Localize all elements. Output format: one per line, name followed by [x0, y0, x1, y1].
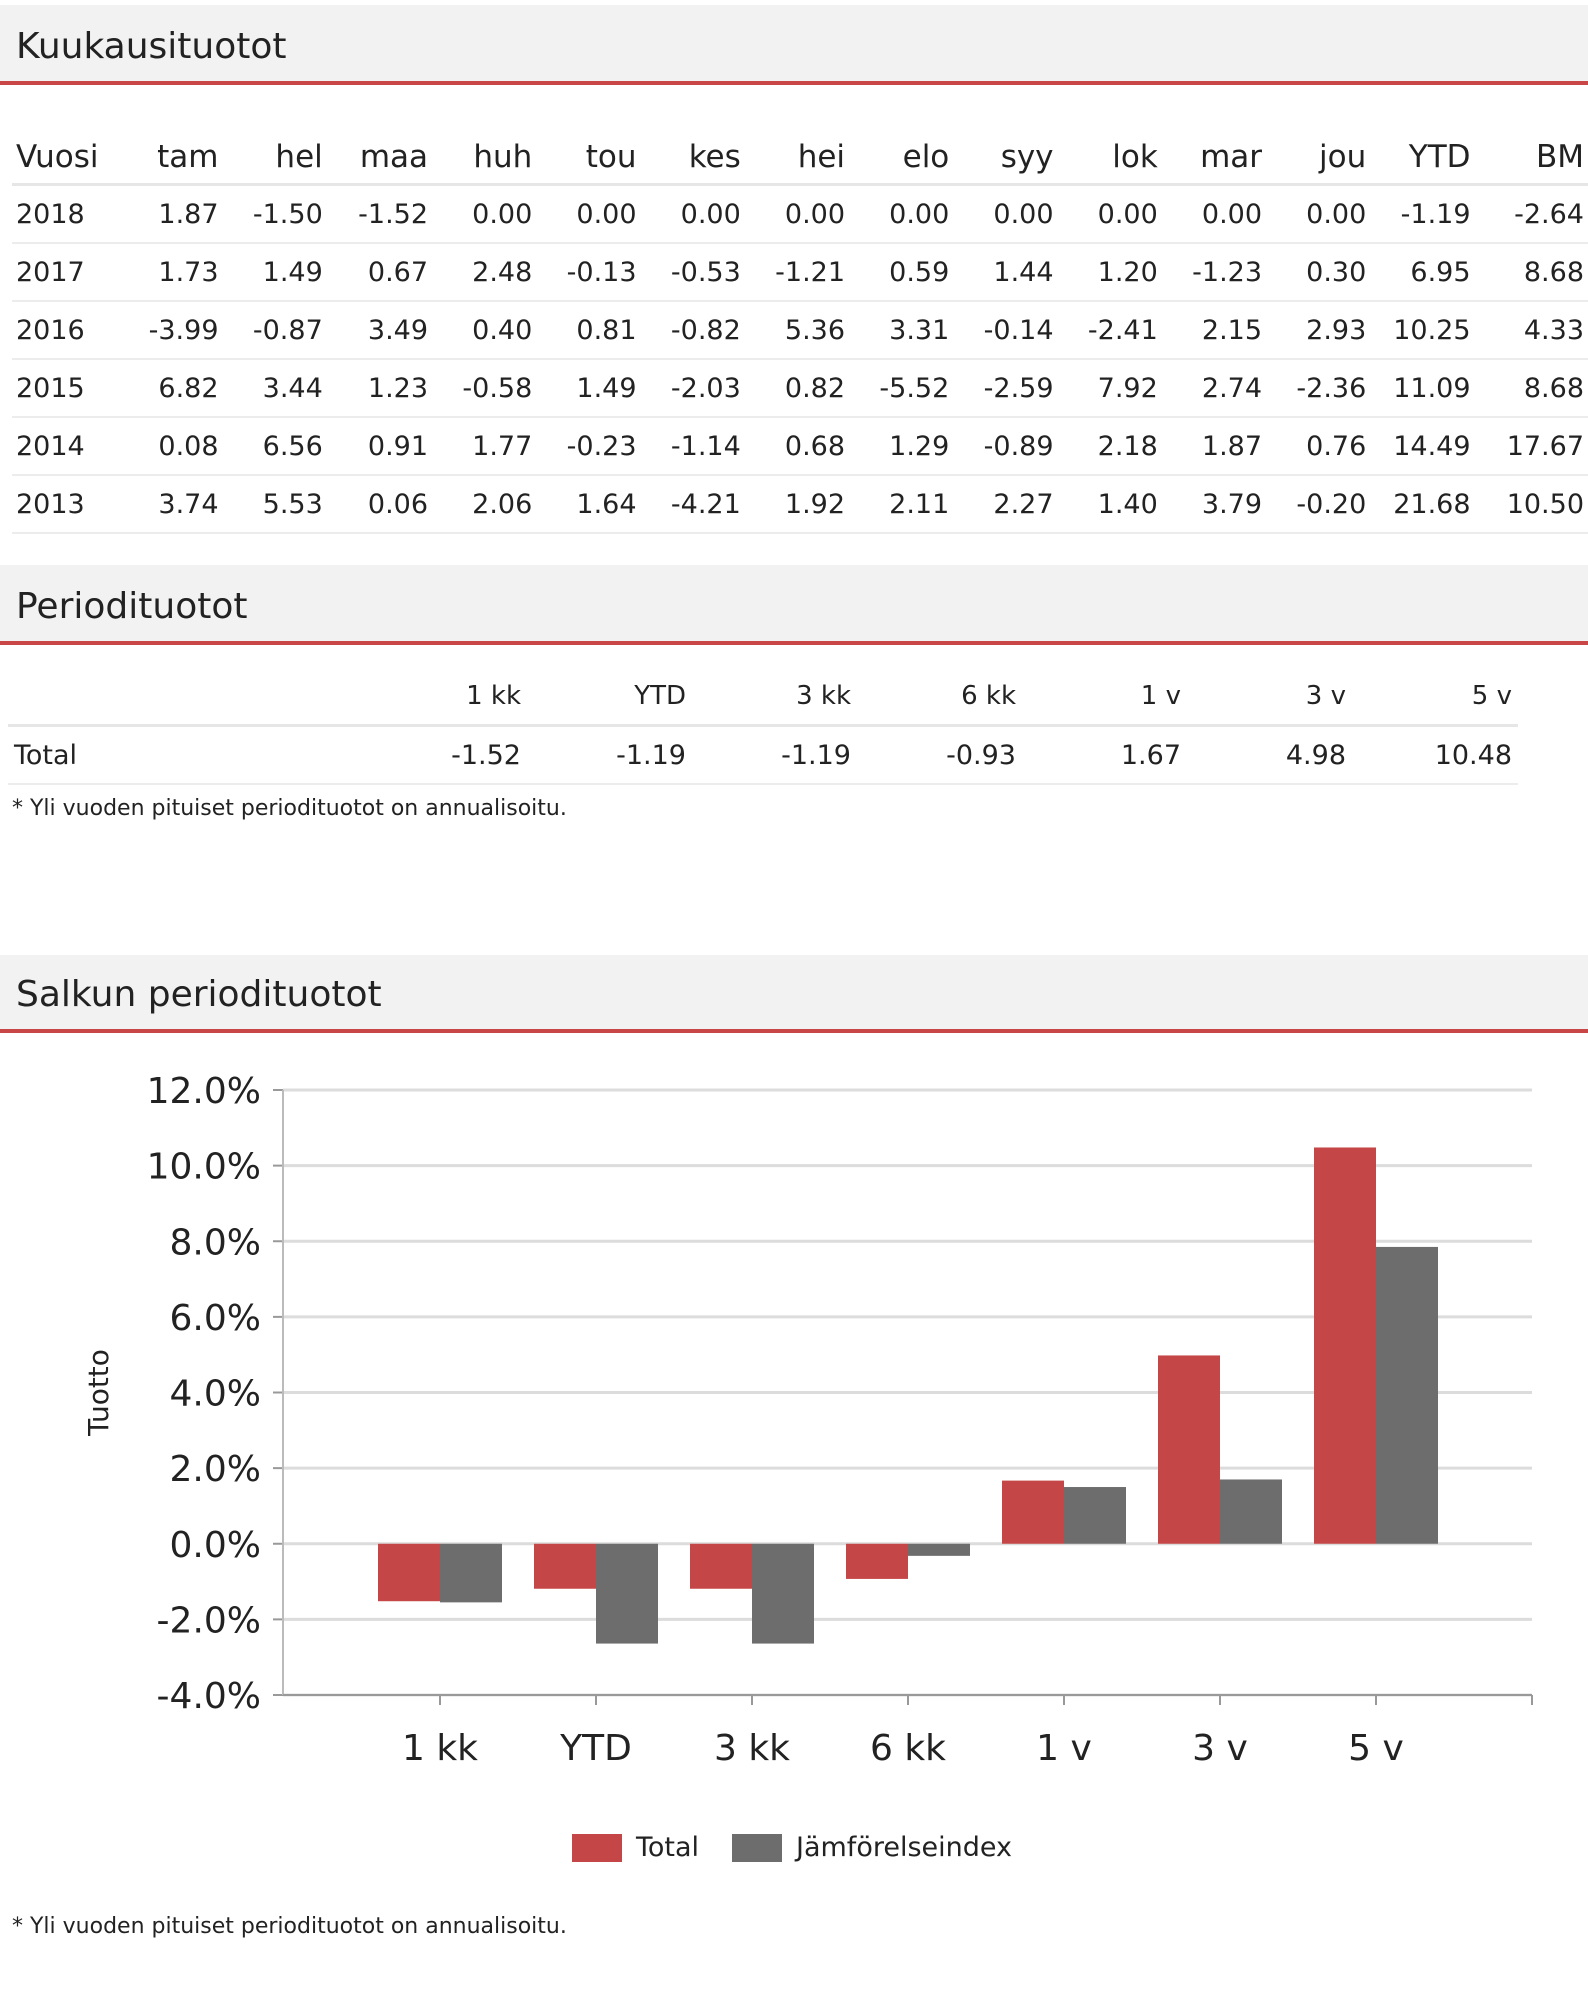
return-cell: 14.49: [1370, 417, 1474, 475]
return-cell: -0.58: [432, 359, 536, 417]
bar-index: [596, 1544, 658, 1644]
return-cell: 1.77: [432, 417, 536, 475]
return-cell: 2.18: [1058, 417, 1162, 475]
y-axis-label: Tuotto: [82, 1349, 115, 1436]
period-col-header: 3 kk: [692, 668, 857, 726]
return-cell: 4.33: [1475, 301, 1588, 359]
monthly-col-header: lok: [1058, 120, 1162, 185]
return-cell: -1.19: [692, 726, 857, 785]
return-cell: 10.50: [1475, 475, 1588, 533]
return-cell: 1.87: [1162, 417, 1266, 475]
return-cell: 0.00: [745, 185, 849, 244]
return-cell: -0.93: [857, 726, 1022, 785]
bar-total: [690, 1544, 752, 1589]
bar-index: [1064, 1487, 1126, 1544]
legend-swatch-index: [732, 1834, 782, 1862]
return-cell: -1.14: [641, 417, 745, 475]
return-cell: 1.87: [112, 185, 222, 244]
monthly-col-header: maa: [327, 120, 432, 185]
return-cell: 0.00: [1266, 185, 1370, 244]
return-cell: 0.76: [1266, 417, 1370, 475]
return-cell: -4.21: [641, 475, 745, 533]
return-cell: -1.23: [1162, 243, 1266, 301]
return-cell: 1.64: [536, 475, 640, 533]
return-cell: 10.48: [1352, 726, 1518, 785]
x-tick-label: 1 v: [1036, 1728, 1092, 1769]
return-cell: 0.08: [112, 417, 222, 475]
legend-item-total: [572, 1832, 699, 1863]
return-cell: -0.87: [223, 301, 327, 359]
return-cell: 0.40: [432, 301, 536, 359]
x-tick-label: 3 kk: [713, 1728, 791, 1769]
bar-index: [1220, 1479, 1282, 1543]
return-cell: 2.93: [1266, 301, 1370, 359]
monthly-col-header: hel: [223, 120, 327, 185]
return-cell: 10.25: [1370, 301, 1474, 359]
y-tick-label: 6.0%: [169, 1297, 261, 1339]
return-cell: 17.67: [1475, 417, 1588, 475]
return-cell: -0.53: [641, 243, 745, 301]
table-row: [12, 417, 1588, 475]
return-cell: 2.74: [1162, 359, 1266, 417]
period-returns-header: [0, 565, 1588, 645]
table-row: [8, 726, 1518, 785]
monthly-col-header: tou: [536, 120, 640, 185]
monthly-col-header: jou: [1266, 120, 1370, 185]
return-cell: 0.00: [1162, 185, 1266, 244]
bar-index: [752, 1544, 814, 1644]
return-cell: 2.27: [953, 475, 1057, 533]
return-cell: -3.99: [112, 301, 222, 359]
return-cell: 5.36: [745, 301, 849, 359]
return-cell: 0.68: [745, 417, 849, 475]
return-cell: 2.15: [1162, 301, 1266, 359]
return-cell: 0.30: [1266, 243, 1370, 301]
return-cell: -1.21: [745, 243, 849, 301]
return-cell: 3.31: [849, 301, 953, 359]
period-col-header: YTD: [527, 668, 692, 726]
legend-label-total: Total: [636, 1832, 700, 1863]
return-cell: 0.81: [536, 301, 640, 359]
series-cell: Total: [8, 726, 362, 785]
return-cell: 1.73: [112, 243, 222, 301]
monthly-col-header: tam: [112, 120, 222, 185]
return-cell: -2.64: [1475, 185, 1588, 244]
x-tick-label: 5 v: [1348, 1728, 1404, 1769]
return-cell: 8.68: [1475, 243, 1588, 301]
return-cell: 1.67: [1022, 726, 1187, 785]
bar-total: [378, 1544, 440, 1601]
return-cell: -1.52: [327, 185, 432, 244]
year-cell: 2014: [12, 417, 112, 475]
legend-item-index: [732, 1832, 1012, 1863]
table-row: [12, 301, 1588, 359]
period-returns-title: Periodituotot: [16, 586, 248, 627]
x-tick-label: 3 v: [1192, 1728, 1248, 1769]
return-cell: 1.49: [223, 243, 327, 301]
period-header-row: [8, 668, 1518, 726]
year-cell: 2018: [12, 185, 112, 244]
period-col-header: 1 kk: [362, 668, 527, 726]
return-cell: -0.82: [641, 301, 745, 359]
chart-section-header: [0, 955, 1588, 1033]
monthly-col-header: huh: [432, 120, 536, 185]
x-tick-label: YTD: [560, 1728, 632, 1769]
monthly-col-header: hei: [745, 120, 849, 185]
chart-legend: [0, 1832, 1588, 1872]
year-cell: 2015: [12, 359, 112, 417]
monthly-header-row: [12, 120, 1588, 185]
monthly-returns-table: [12, 120, 1588, 534]
bar-index: [440, 1544, 502, 1603]
legend-swatch-total: [572, 1834, 622, 1862]
period-col-header: 6 kk: [857, 668, 1022, 726]
return-cell: 1.20: [1058, 243, 1162, 301]
return-cell: 4.98: [1187, 726, 1352, 785]
return-cell: -2.03: [641, 359, 745, 417]
bar-total: [1314, 1147, 1376, 1543]
x-tick-label: 1 kk: [401, 1728, 479, 1769]
return-cell: -0.23: [536, 417, 640, 475]
return-cell: 2.06: [432, 475, 536, 533]
return-cell: 1.23: [327, 359, 432, 417]
x-tick-label: 6 kk: [869, 1728, 947, 1769]
return-cell: 2.11: [849, 475, 953, 533]
monthly-returns-header: [0, 5, 1588, 85]
bar-total: [534, 1544, 596, 1589]
period-col-header: 3 v: [1187, 668, 1352, 726]
y-tick-label: 12.0%: [146, 1071, 261, 1112]
return-cell: -0.20: [1266, 475, 1370, 533]
return-cell: 0.00: [953, 185, 1057, 244]
return-cell: -1.50: [223, 185, 327, 244]
y-tick-label: 8.0%: [169, 1222, 261, 1264]
legend-label-index: Jämförelseindex: [796, 1832, 1012, 1863]
table-row: [12, 359, 1588, 417]
return-cell: 3.74: [112, 475, 222, 533]
period-col-header: 1 v: [1022, 668, 1187, 726]
return-cell: 3.49: [327, 301, 432, 359]
return-cell: 8.68: [1475, 359, 1588, 417]
return-cell: 1.49: [536, 359, 640, 417]
return-cell: 7.92: [1058, 359, 1162, 417]
return-cell: -2.59: [953, 359, 1057, 417]
return-cell: -0.89: [953, 417, 1057, 475]
return-cell: 0.00: [849, 185, 953, 244]
return-cell: 21.68: [1370, 475, 1474, 533]
year-cell: 2013: [12, 475, 112, 533]
return-cell: -1.52: [362, 726, 527, 785]
monthly-returns-title: Kuukausituotot: [16, 26, 287, 67]
return-cell: 0.91: [327, 417, 432, 475]
return-cell: 6.95: [1370, 243, 1474, 301]
return-cell: 1.29: [849, 417, 953, 475]
return-cell: 0.00: [432, 185, 536, 244]
return-cell: 6.56: [223, 417, 327, 475]
chart-footnote: * Yli vuoden pituiset periodituotot on annualisoitu.: [12, 1914, 567, 1939]
return-cell: 1.40: [1058, 475, 1162, 533]
table-row: [12, 185, 1588, 244]
y-tick-label: 2.0%: [169, 1449, 261, 1491]
return-cell: 5.53: [223, 475, 327, 533]
monthly-col-header: elo: [849, 120, 953, 185]
return-cell: 6.82: [112, 359, 222, 417]
return-cell: 0.00: [641, 185, 745, 244]
y-tick-label: 10.0%: [146, 1146, 261, 1188]
return-cell: -1.19: [527, 726, 692, 785]
period-returns-table: [8, 668, 1518, 785]
return-cell: 0.00: [536, 185, 640, 244]
chart-section-title: Salkun periodituotot: [16, 974, 382, 1015]
period-footnote: * Yli vuoden pituiset periodituotot on annualisoitu.: [12, 796, 567, 821]
year-cell: 2017: [12, 243, 112, 301]
return-cell: -5.52: [849, 359, 953, 417]
bar-total: [846, 1544, 908, 1579]
bar-index: [908, 1544, 970, 1556]
return-cell: 0.06: [327, 475, 432, 533]
y-tick-label: -4.0%: [156, 1676, 261, 1717]
y-tick-label: 0.0%: [169, 1524, 261, 1566]
year-cell: 2016: [12, 301, 112, 359]
period-col-header: [8, 668, 362, 726]
monthly-col-header: YTD: [1370, 120, 1474, 185]
monthly-col-header: BM: [1475, 120, 1588, 185]
period-returns-chart: [0, 1030, 1588, 1830]
return-cell: 1.44: [953, 243, 1057, 301]
return-cell: 0.00: [1058, 185, 1162, 244]
period-col-header: 5 v: [1352, 668, 1518, 726]
monthly-col-header: kes: [641, 120, 745, 185]
return-cell: -1.19: [1370, 185, 1474, 244]
return-cell: 0.59: [849, 243, 953, 301]
return-cell: 3.79: [1162, 475, 1266, 533]
bar-index: [1376, 1247, 1438, 1544]
monthly-col-header: mar: [1162, 120, 1266, 185]
y-tick-label: 4.0%: [169, 1373, 261, 1415]
return-cell: -2.41: [1058, 301, 1162, 359]
return-cell: 11.09: [1370, 359, 1474, 417]
table-row: [12, 475, 1588, 533]
return-cell: -0.13: [536, 243, 640, 301]
return-cell: -2.36: [1266, 359, 1370, 417]
return-cell: 2.48: [432, 243, 536, 301]
return-cell: -0.14: [953, 301, 1057, 359]
bar-total: [1158, 1355, 1220, 1543]
y-tick-label: -2.0%: [156, 1600, 261, 1642]
monthly-col-header: Vuosi: [12, 120, 112, 185]
bar-total: [1002, 1481, 1064, 1544]
return-cell: 0.82: [745, 359, 849, 417]
monthly-col-header: syy: [953, 120, 1057, 185]
return-cell: 3.44: [223, 359, 327, 417]
return-cell: 1.92: [745, 475, 849, 533]
return-cell: 0.67: [327, 243, 432, 301]
table-row: [12, 243, 1588, 301]
